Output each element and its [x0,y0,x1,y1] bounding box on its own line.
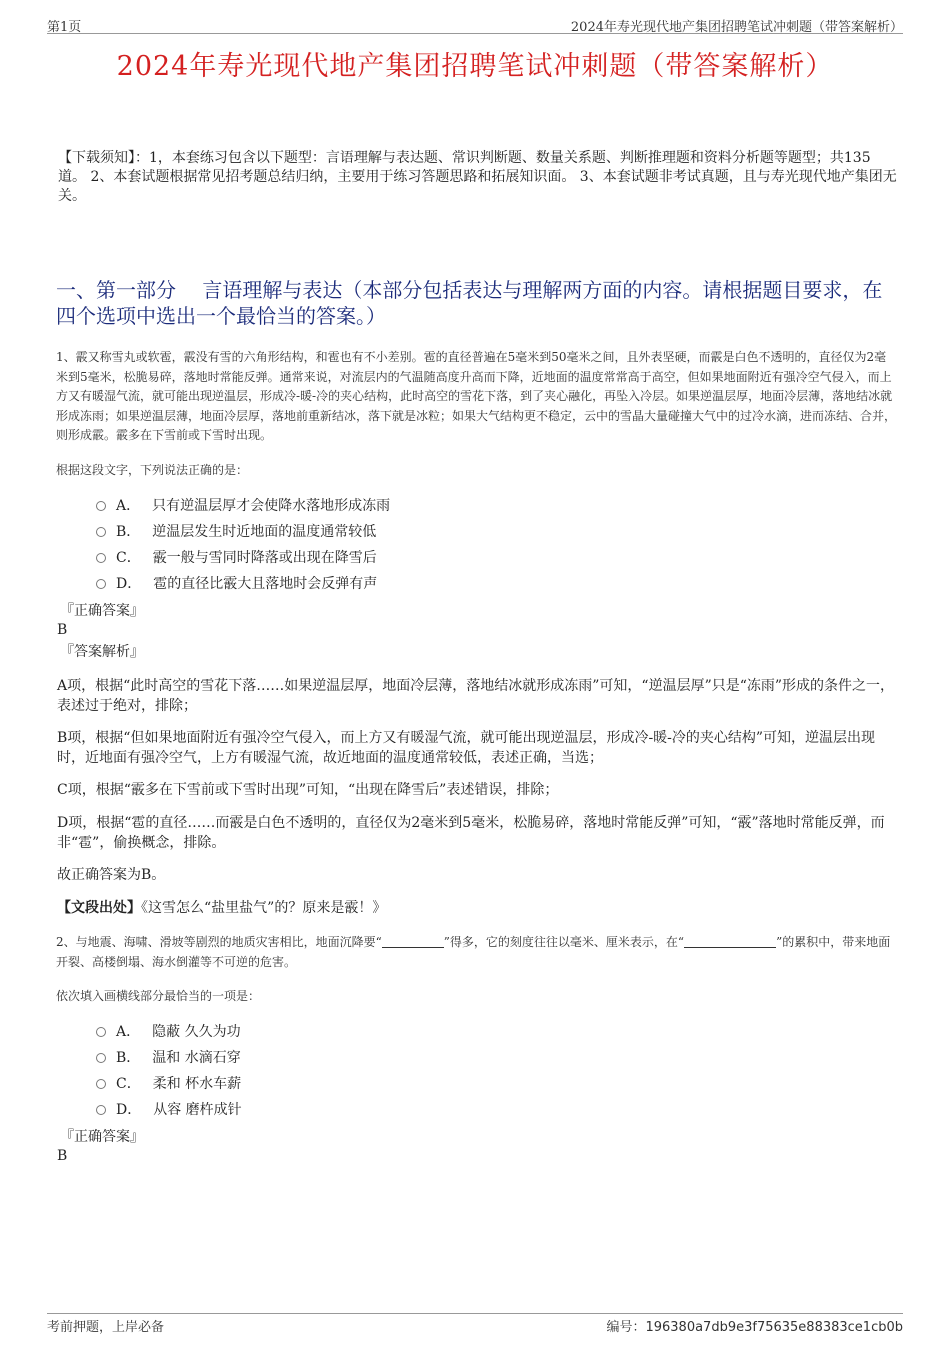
q1-analysis-b: B项，根据“但如果地面附近有强冷空气侵入，而上方又有暖湿气流，就可能出现逆温层，形成冷-暖-冷的夹心结构”可知，逆温层出现时，近地面有强冷空气，上方有暖湿气流，故近地面的温度通常较低，表述正确，当选； [57,730,876,766]
q1-option-b[interactable]: B． 逆温层发生时近地面的温度通常较低 [96,519,390,545]
radio-icon[interactable] [96,1027,106,1037]
header-doc-title: 2024年寿光现代地产集团招聘笔试冲刺题（带答案解析） [570,20,903,35]
notice-label: 【下载须知】 [58,150,135,166]
q2-options [96,1019,242,1123]
radio-icon[interactable] [96,501,106,511]
q1-source [57,898,897,918]
blank-2 [684,936,776,948]
q1-answer: B [57,622,68,638]
q1-analysis-a: A项，根据“此时高空的雪花下落……如果逆温层厚，地面冷层薄，落地结冰就形成冻雨”可知，“逆温层厚”只是“冻雨”形成的条件之一，表述过于绝对，排除； [57,678,895,714]
page-footer [47,1313,903,1333]
q1-stem: 根据这段文字，下列说法正确的是： [56,463,249,477]
blank-1 [382,936,444,948]
radio-icon[interactable] [96,1053,106,1063]
q1-analysis-label: 『答案解析』 [60,644,144,660]
radio-icon[interactable] [96,1079,106,1089]
q2-option-d[interactable]: D． 从容 磨杵成针 [96,1097,242,1123]
radio-icon[interactable] [96,527,106,537]
radio-icon[interactable] [96,553,106,563]
q2-option-b[interactable]: B． 温和 水滴石穿 [96,1045,242,1071]
q1-analysis-c: C项，根据“霰多在下雪前或下雪时出现”可知，“出现在降雪后”表述错误，排除； [57,782,559,798]
source-text: 《这雪怎么“盐里盐气”的？原来是霰！》 [141,900,387,916]
document-title: 2024年寿光现代地产集团招聘笔试冲刺题（带答案解析） [116,51,834,82]
footer-slogan: 考前押题，上岸必备 [47,1320,165,1335]
page-header [47,14,903,34]
footer-code: 编号：196380a7db9e3f75635e88383ce1cb0b [606,1320,903,1335]
section-heading: 一、第一部分 言语理解与表达（本部分包括表达与理解两方面的内容。请根据题目要求，在四个选项中选出一个最恰当的答案。） [56,278,883,328]
q2-passage: 2、与地震、海啸、滑坡等剧烈的地质灾害相比，地面沉降要“ ”得多，它的刻度往往以毫米、厘米表示，在“ ”的累积中，带来地面开裂、高楼倒塌、海水倒灌等不可逆的危害。 [56,935,891,969]
q2-option-a[interactable]: A． 隐蔽 久久为功 [96,1019,242,1045]
q2-stem: 依次填入画横线部分最恰当的一项是： [56,989,261,1003]
q1-option-d[interactable]: D． 雹的直径比霰大且落地时会反弹有声 [96,571,390,597]
q1-answer-label: 『正确答案』 [60,603,144,619]
notice-text: ：1，本套练习包含以下题型：言语理解与表达题、常识判断题、数量关系题、判断推理题和资料分析题等题型；共135道。 2、本套试题根据常见招考题总结归纳，主要用于练习答题思路和拓展知识面。 3、本套试题非考试真题，且与寿光现代地产集团无关。 [58,150,897,204]
q1-options [96,493,390,597]
q1-analysis-d: D项，根据“雹的直径……而霰是白色不透明的，直径仅为2毫米到5毫米，松脆易碎，落地时常能反弹”可知，“霰”落地时常能反弹，而非“雹”，偷换概念，排除。 [57,815,885,851]
radio-icon[interactable] [96,579,106,589]
q1-conclusion: 故正确答案为B。 [57,867,166,883]
q2-answer-label: 『正确答案』 [60,1129,144,1145]
q1-option-c[interactable]: C． 霰一般与雪同时降落或出现在降雪后 [96,545,390,571]
q1-passage: 1、霰又称雪丸或软雹，霰没有雪的六角形结构，和雹也有不小差别。雹的直径普遍在5毫米到50毫米之间，且外表坚硬，而霰是白色不透明的，直径仅为2毫米到5毫米，松脆易碎，落地时常能反弹。通常来说，对流层内的气温随高度升高而下降，近地面的温度常常高于高空，但如果地面附近有强冷空气侵入，而上方又有暖湿气流，就可能出现逆温层，形成冷-暖-冷的夹心结构，此时高空的雪花下落，到了夹心融化，再坠入冷层。如果逆温层厚，地面冷层薄，落地结冰就形成冻雨；如果逆温层薄，地面冷层厚，落地前重新结冰，落下就是冰粒；如果大气结构更不稳定，云中的雪晶大量碰撞大气中的过冷水滴，进而冻结、合并，则形成霰。霰多在下雪前或下雪时出现。 [56,350,897,442]
download-notice [58,149,898,206]
q1-option-a[interactable]: A． 只有逆温层厚才会使降水落地形成冻雨 [96,493,390,519]
q2-option-c[interactable]: C． 柔和 杯水车薪 [96,1071,242,1097]
q2-answer: B [57,1148,68,1164]
radio-icon[interactable] [96,1105,106,1115]
source-label: 【文段出处】 [57,900,141,916]
page-number: 第1页 [47,20,82,35]
